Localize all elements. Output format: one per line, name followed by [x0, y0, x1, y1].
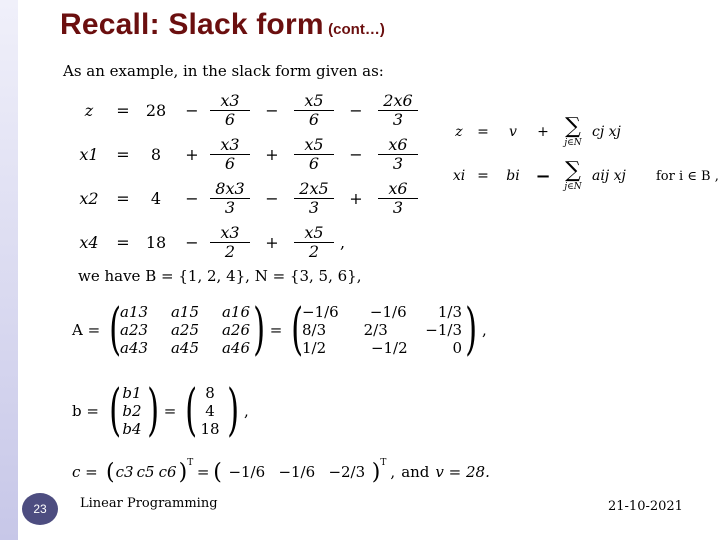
sum-symbol: ∑ j∈N — [564, 114, 582, 148]
eq-fraction: $\frac{x6}{3}$ — [378, 136, 418, 173]
eq-sign: + — [265, 144, 279, 164]
eq-rel: = — [116, 232, 130, 252]
matrix-a: A = ( a13 a15 a16 a23 a25 a26 a43 a45 a46 ) = ( −1/6 −1/6 1/3 8/3 2/3 −1/3 1/2 −1/2 0 ) , — [72, 297, 487, 362]
vector-c: c = ( c3 c5 c6 ) $^T$ = ( −1/6 −1/6 −2/3 ) $^T$ , and v = 28. — [72, 458, 490, 485]
eq-fraction: $\frac{x5}{2}$ — [294, 224, 334, 261]
eq-sign: − — [185, 188, 199, 208]
eq-sign: − — [349, 144, 363, 164]
vector-b-numeric: 8 4 18 — [200, 384, 220, 438]
matrix-a-numeric: −1/6 −1/6 1/3 8/3 2/3 −1/3 1/2 −1/2 0 — [302, 303, 462, 357]
equation-row — [70, 88, 418, 132]
slide-title — [60, 8, 385, 42]
eq-fraction: $\frac{8x3}{3}$ — [210, 180, 250, 217]
sum-symbol: ∑ j∈N — [564, 158, 582, 192]
slide-number-badge: 23 — [22, 493, 58, 525]
eq-sign: − — [265, 188, 279, 208]
eq-fraction: $\frac{x3}{6}$ — [210, 136, 250, 173]
general-slack-form — [448, 112, 719, 196]
eq-fraction: $\frac{x3}{2}$ — [210, 224, 250, 261]
eq-fraction: $\frac{x5}{6}$ — [294, 92, 334, 129]
eq-constant: 8 — [150, 144, 162, 164]
eq-fraction: $\frac{x5}{6}$ — [294, 136, 334, 173]
title-sub: (cont…) — [328, 21, 385, 38]
eq-lhs: x2 — [79, 188, 99, 208]
eq-fraction: $\frac{x3}{6}$ — [210, 92, 250, 129]
equation-row — [70, 132, 418, 176]
eq-rel: = — [116, 100, 130, 120]
eq-rel: = — [116, 144, 130, 164]
slack-form-equations — [70, 88, 418, 264]
general-line-1: z = v + ∑ j∈N cj xj — [455, 114, 621, 148]
eq-sign: + — [265, 232, 279, 252]
eq-constant: 4 — [150, 188, 162, 208]
eq-rel: = — [116, 188, 130, 208]
equation-row — [70, 176, 418, 220]
eq-constant: 18 — [145, 232, 167, 252]
intro-text: As an example, in the slack form given as: — [63, 62, 384, 80]
eq-fraction: $\frac{2x5}{3}$ — [294, 180, 334, 217]
course-name: Linear Programming — [80, 496, 218, 511]
eq-end: , — [340, 232, 346, 252]
eq-sign: − — [185, 232, 199, 252]
eq-lhs: x1 — [79, 144, 99, 164]
title-main: Recall: Slack form — [60, 8, 324, 41]
eq-sign: + — [349, 188, 363, 208]
eq-sign: + — [185, 144, 199, 164]
eq-fraction: $\frac{x6}{3}$ — [378, 180, 418, 217]
vector-b-symbolic: b1 b2 b4 — [122, 384, 142, 438]
eq-sign: − — [349, 100, 363, 120]
sets-line: we have B = {1, 2, 4}, N = {3, 5, 6}, — [78, 267, 362, 285]
slide-date: 21-10-2021 — [608, 499, 683, 514]
eq-lhs: x4 — [79, 232, 99, 252]
side-decoration-bar — [0, 0, 18, 540]
eq-constant: 28 — [145, 100, 167, 120]
matrix-a-symbolic: a13 a15 a16 a23 a25 a26 a43 a45 a46 — [120, 303, 250, 357]
equation-row — [70, 220, 418, 264]
eq-sign: − — [185, 100, 199, 120]
eq-lhs: z — [84, 100, 94, 120]
eq-sign: − — [265, 100, 279, 120]
eq-fraction: $\frac{2x6}{3}$ — [378, 92, 418, 129]
vector-b: b = ( b1 b2 b4 ) = ( 8 4 18 ) , — [72, 378, 249, 443]
general-line-2: xi = bi − ∑ j∈N aij xj for i ∈ B , — [452, 158, 719, 192]
